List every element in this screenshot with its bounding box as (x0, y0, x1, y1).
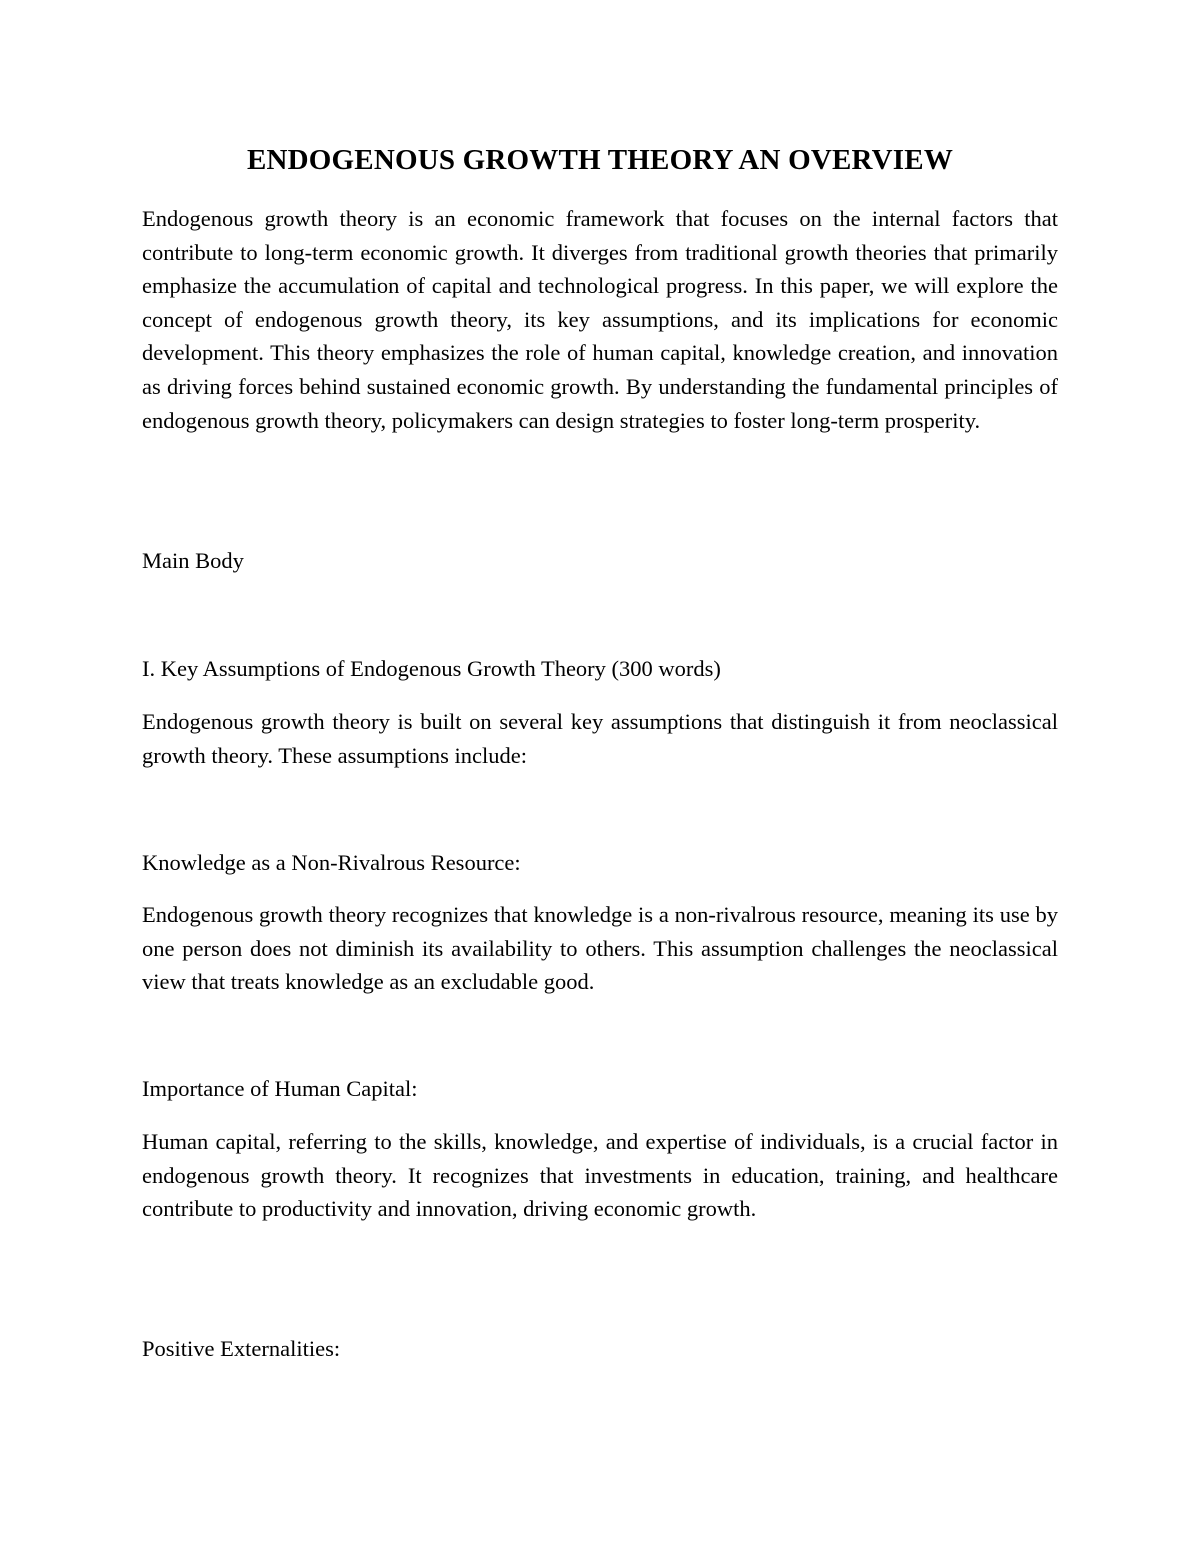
main-body-heading: Main Body (142, 548, 244, 573)
knowledge-paragraph: Endogenous growth theory recognizes that knowledge is a non-rivalrous resource, meaning its use by one person does not diminish its availability to others. This assumption challenges the neoclassical view that treats knowledge as an excludable good. (142, 902, 1058, 995)
document-title: ENDOGENOUS GROWTH THEORY AN OVERVIEW (246, 144, 954, 176)
subheading-knowledge: Knowledge as a Non-Rivalrous Resource: (142, 850, 521, 875)
key-assumptions-intro-paragraph: Endogenous growth theory is built on several key assumptions that distinguish it from neoclassical growth theory. These assumptions include: (142, 709, 1058, 768)
subheading-positive-externalities: Positive Externalities: (142, 1336, 341, 1361)
human-capital-paragraph: Human capital, referring to the skills, knowledge, and expertise of individuals, is a crucial factor in endogenous growth theory. It recognizes that investments in education, training, and healthcare contribute to productivity and innovation, driving economic growth. (142, 1129, 1058, 1222)
subheading-human-capital: Importance of Human Capital: (142, 1076, 418, 1101)
section-heading-key-assumptions: I. Key Assumptions of Endogenous Growth Theory (300 words) (142, 656, 721, 681)
intro-paragraph: Endogenous growth theory is an economic framework that focuses on the internal factors that contribute to long-term economic growth. It diverges from traditional growth theories that primarily emphasize the accumulation of capital and technological progress. In this paper, we will explore the concept of endogenous growth theory, its key assumptions, and its implications for economic development. This theory emphasizes the role of human capital, knowledge creation, and innovation as driving forces behind sustained economic growth. By understanding the fundamental principles of endogenous growth theory, policymakers can design strategies to foster long-term prosperity. (142, 206, 1058, 433)
